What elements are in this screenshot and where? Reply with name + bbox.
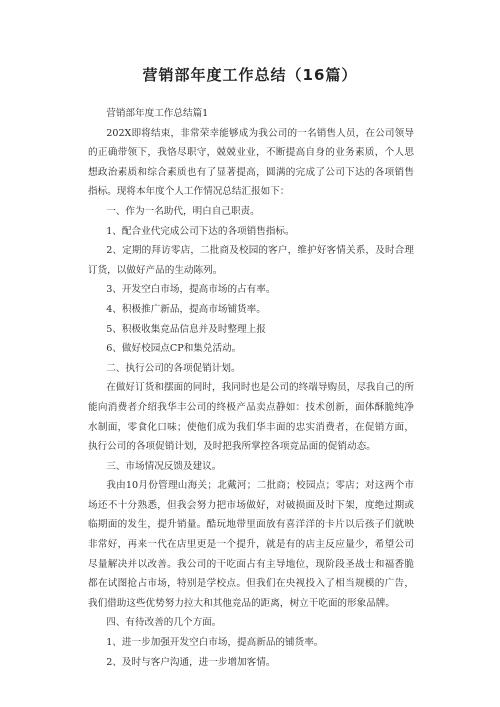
list-item: 1、进一步加强开发空白市场，提高新品的铺货率。 <box>106 637 324 649</box>
document-body <box>88 104 414 672</box>
list-item: 3、开发空白市场，提高市场的占有率。 <box>106 284 276 296</box>
section-3-paragraph: 我由10月份管理山海关；北戴河；二批商；校园点；零店；对这两个市场还不十分熟悉，但我会努力把市场做好，对破损面及时下架，度绝过期或临期面的发生，提升销量。酷玩地带里面放有喜洋洋的卡片以后孩子们就映非常好，再来一代在店里更是一个提升，就是有的店主反应量少，希望公司尽量解决并以改善。我公司的干吃面占有主导地位，现阶段圣战士和福香脆都在试图抢占市场，特别是学校点。但我们在央视投入了相当规模的广告，我们借助这些优势努力拉大和其他竞品的距离，树立干吃面的形象品牌。 <box>88 480 414 609</box>
list-item: 1、配合业代完成公司下达的各项销售指标。 <box>106 225 295 237</box>
intro-paragraph: 202X即将结束，非常荣幸能够成为我公司的一名销售人员，在公司领导的正确带领下，我恪尽职守，兢兢业业，不断提高自身的业务素质，个人思想政治素质和综合素质也有了显著提高，圆满的完成了公司下达的各项销售指标。现将本年度个人工作情况总结汇报如下： <box>88 127 414 198</box>
list-item: 2、及时与客户沟通，进一步增加客情。 <box>106 656 276 668</box>
list-item: 2、定期的拜访零店，二批商及校园的客户，维护好客情关系，及时合理订货，以做好产品的生动陈列。 <box>88 245 414 276</box>
section-3-heading: 三、市场情况反馈及建议。 <box>106 460 222 472</box>
section-1-list <box>88 222 414 359</box>
section-4-list <box>88 633 414 672</box>
list-item: 6、做好校园点CP和集兑活动。 <box>106 343 242 355</box>
section-2-heading: 二、执行公司的各项促销计划。 <box>106 362 241 374</box>
section-2-paragraph: 在做好订货和摆面的同时，我同时也是公司的终端导购员，尽我自己的所能向消费者介绍我华丰公司的终极产品卖点静如：技术创新，面体酥脆纯净水制面，零食化口味；使他们成为我们华丰面的忠实消费者，在促销方面，执行公司的各项促销计划，及时把我所掌控各项竞品面的促销动态。 <box>88 382 414 453</box>
section-4-heading: 四、有待改善的几个方面。 <box>106 617 222 629</box>
article-subtitle: 营销部年度工作总结篇1 <box>106 108 209 119</box>
list-item: 5、积极收集竞品信息并及时整理上报 <box>106 323 266 335</box>
section-1-heading: 一、作为一名助代，明白自己职责。 <box>106 205 260 217</box>
document-title: 营销部年度工作总结（16篇） <box>142 66 358 84</box>
list-item: 4、积极推广新品，提高市场铺货率。 <box>106 303 266 315</box>
